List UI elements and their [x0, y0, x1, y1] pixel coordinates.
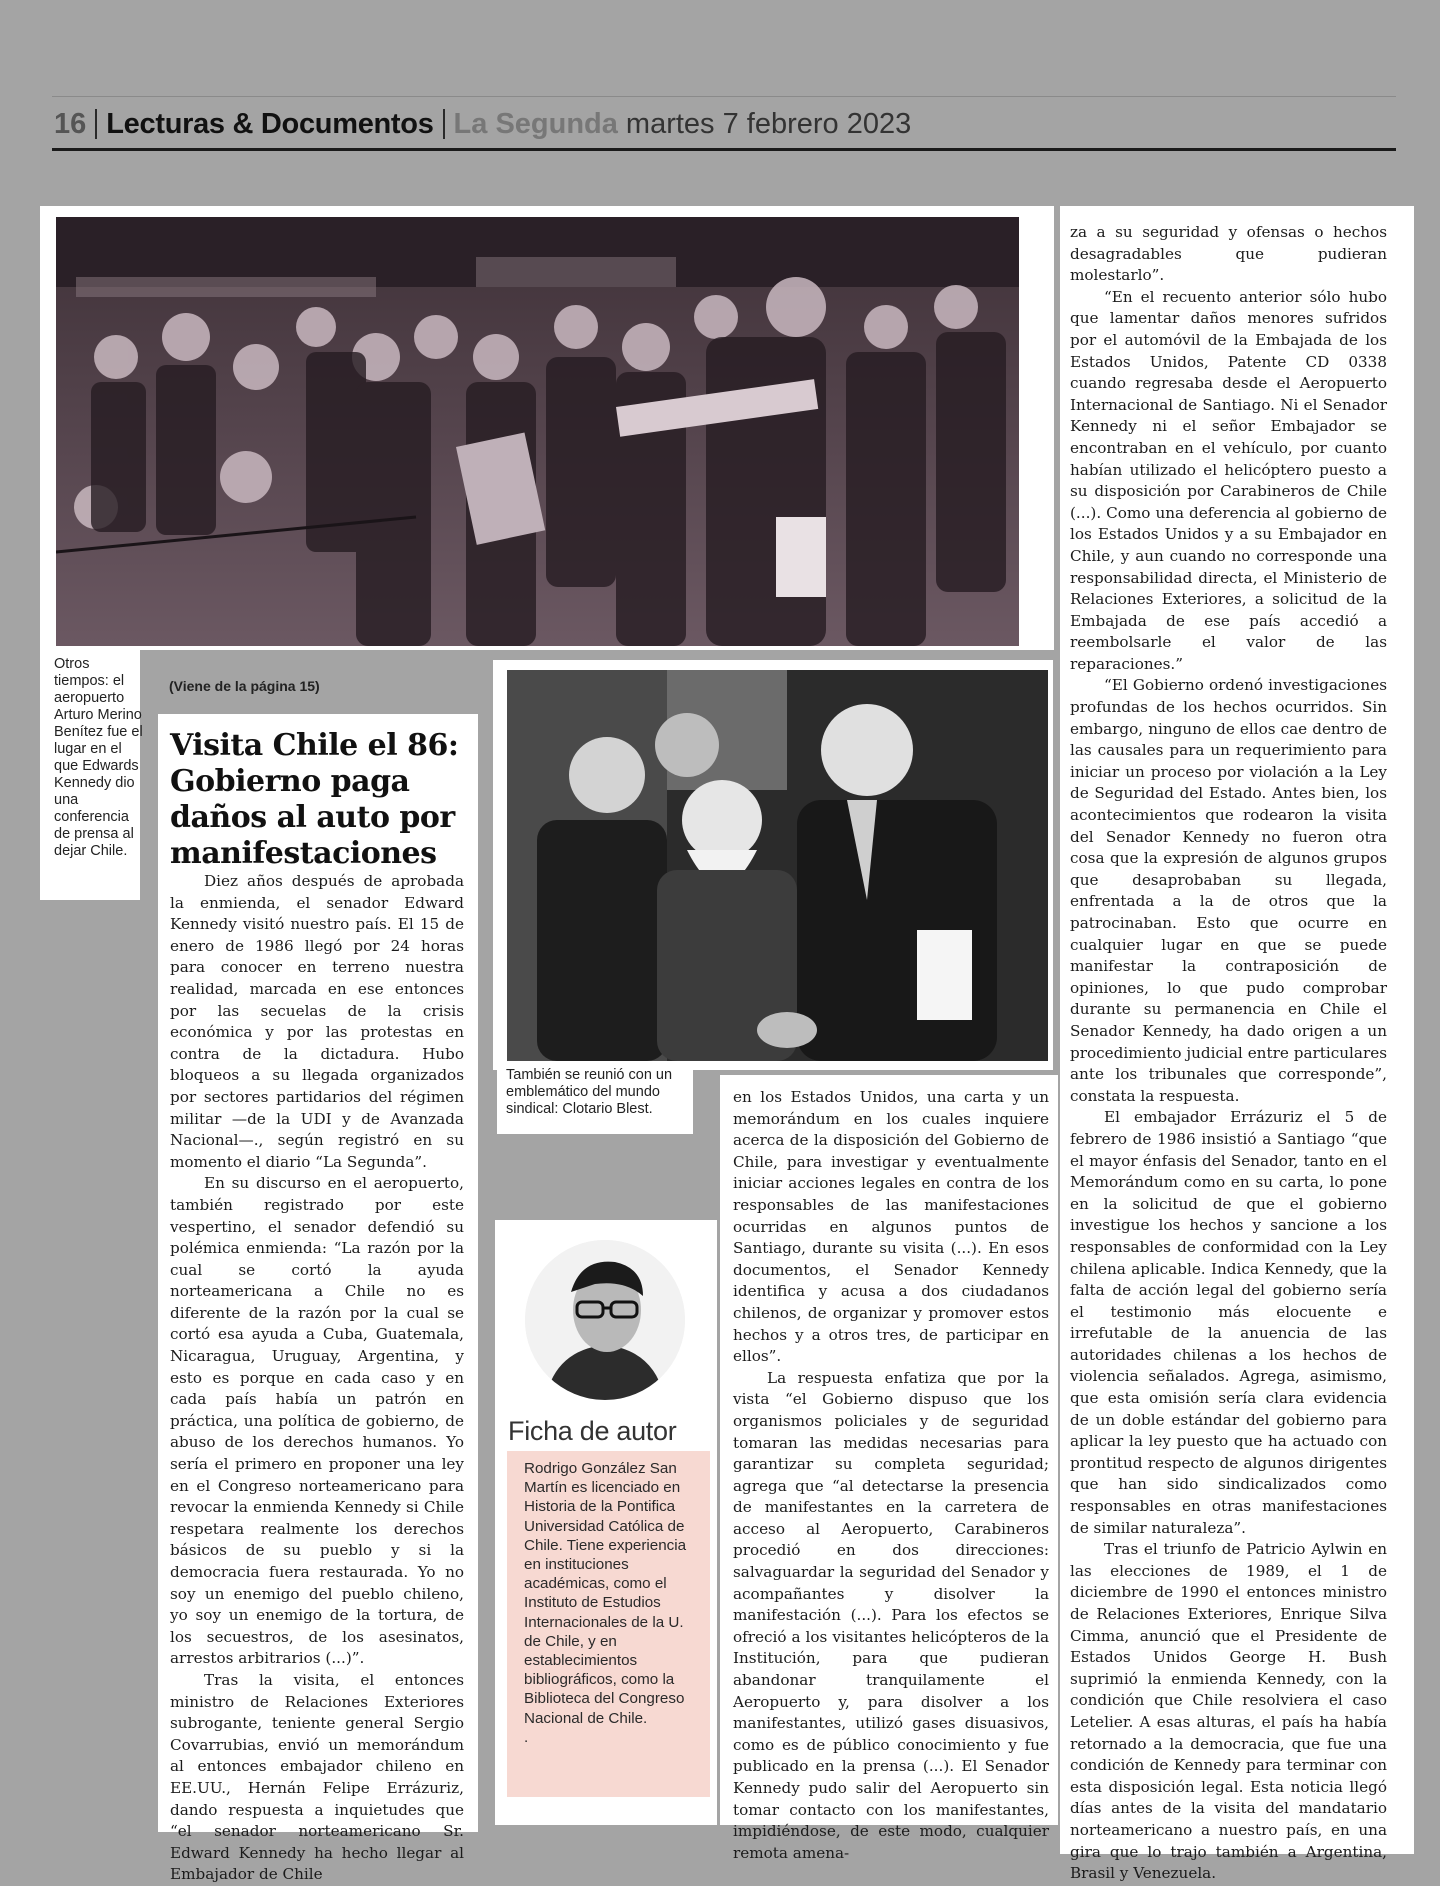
photo-2-caption: También se reunió con un emblemático del mundo sindical: Clotario Blest.: [506, 1067, 673, 1117]
article-column-1: [170, 871, 464, 1886]
article-paragraph: Tras la visita, el entonces ministro de Relaciones Exteriores subrogante, teniente general Sergio Covarrubias, envió un memorándum al entonces embajador chileno en EE.UU., Hernán Felipe Errázuriz, dando respuesta a inquietudes que “el senador norteamericano Sr. Edward Kennedy ha hecho llegar al Embajador de Chile: [170, 1670, 464, 1884]
article-headline: Visita Chile el 86: Gobierno paga daños al auto por manifestaciones: [170, 728, 459, 871]
author-box-title: Ficha de autor: [508, 1416, 677, 1446]
masthead: [54, 104, 911, 144]
article-paragraph: “En el recuento anterior sólo hubo que lamentar daños menores sufridos por el automóvil de la Embajada de los Estados Unidos, Patente CD 0338 cuando regresaba desde el Aeropuerto Internacional de Santiago. Ni el Senador Kennedy ni el señor Embajador se encontraban en el vehículo, por cuanto habían utilizado el helicóptero puesto a su disposición por Carabineros de Chile (...). Como una deferencia al gobierno de los Estados Unidos y a su Embajador en Chile, y aun cuando no corresponde una responsabilidad directa, el Ministerio de Relaciones Exteriores, a solicitud de la Embajada de ese país accedió a reembolsarle el valor de las reparaciones.”: [1070, 287, 1387, 673]
header-bottom-rule: [52, 148, 1396, 151]
article-paragraph: Diez años después de aprobada la enmienda, el senador Edward Kennedy visitó nuestro país. El 15 de enero de 1986 llegó por 24 horas para conocer en terreno nuestra realidad, marcada en ese entonces por las secuelas de la crisis económica y por las protestas en contra de la dictadura. Hubo bloqueos a su llegada organizados por sectores partidarios del régimen militar —de la UDI y de Avanzada Nacional—., según registró en su momento el diario “La Segunda”.: [170, 872, 464, 1171]
clotario-blest-photo: [507, 670, 1048, 1061]
author-bio-text: Rodrigo González San Martín es licenciado en Historia de la Pontifica Universidad Católica de Chile. Tiene experiencia en instituciones académicas, como el Instituto de Estudios Internacionales de la U. de Chile, y en establecimientos bibliográficos, como la Biblioteca del Congreso Nacional de Chile.: [524, 1460, 687, 1727]
publication-name: La Segunda: [453, 107, 618, 140]
author-portrait-illustration: [525, 1240, 685, 1400]
article-paragraph: El embajador Errázuriz el 5 de febrero de 1986 insistió a Santiago “que el mayor énfasis del Senador, tanto en el Memorándum como en su carta, lo pone en la solicitud de que el gobierno investigue los hechos y sancione a los responsables de conformidad con la Ley chilena aplicable. Indica Kennedy, que la falta de acción legal del gobierno sería el testimonio más elocuente e irrefutable de la anuencia de las autoridades chilenas a los hechos de violencia señalados. Agrega, asimismo, que esta omisión sería clara evidencia de un doble estándar del gobierno para aplicar la ley puesto que ha actuado con prontitud respecto de algunos dirigentes que han sido sindicalizados como responsables en otras manifestaciones de similar naturaleza”.: [1070, 1108, 1387, 1537]
article-column-4: [1070, 222, 1387, 1885]
page-number: 16: [54, 107, 87, 140]
author-portrait: [525, 1240, 685, 1400]
airport-photo-illustration: [56, 217, 1019, 646]
article-paragraph: “El Gobierno ordenó investigaciones profundas de los hechos ocurridos. Sin embargo, ninguno de ellos cae dentro de las causales para un requerimiento para iniciar un proceso por violación a la Ley de Seguridad del Estado. Antes bien, los acontecimientos que rodearon la visita del Senador Kennedy no fueron otra cosa que la expresión de algunos grupos que desaprobaban su llegada, enfrentada a la de otros que la patrocinaban. Esto que ocurre en cualquier lugar en que se puede manifestar la contraposición de opiniones, lo que pudo comprobar durante su permanencia en Chile el Senador Kennedy, ha dado origen a un procedimiento judicial entre particulares ante los tribunales que corresponde”, constata la respuesta.: [1070, 676, 1387, 1105]
author-bio: [507, 1451, 710, 1797]
masthead-divider: [95, 109, 97, 139]
publication-date: martes 7 febrero 2023: [625, 107, 912, 140]
article-paragraph: Tras el triunfo de Patricio Aylwin en las elecciones de 1989, el 1 de diciembre de 1990 el entonces ministro de Relaciones Exteriores, Enrique Silva Cimma, anunció que el Presidente de Estados Unidos George H. Bush suprimió la enmienda Kennedy, con la condición que Chile resolviera el caso Letelier. A esas alturas, el país ha había retornado a la democracia, que fue una condición de Kennedy para terminar con esta disposición legal. Esta noticia llegó días antes de la visita del mandatario norteamericano a nuestro país, en una gira que lo trajo también a Argentina, Brasil y Venezuela.: [1070, 1540, 1387, 1883]
airport-press-conference-photo: [56, 217, 1019, 646]
section-title: Lecturas & Documentos: [106, 107, 434, 140]
continued-from-label: (Viene de la página 15): [169, 678, 320, 694]
article-column-3: [733, 1087, 1049, 1864]
article-paragraph: en los Estados Unidos, una carta y un memorándum en los cuales inquiere acerca de la disposición del Gobierno de Chile, para investigar y eventualmente iniciar acciones legales en contra de los responsables de las manifestaciones ocurridas en algunos puntos de Santiago, durante su visita (...). En esos documentos, el Senador Kennedy identifica y acusa a dos ciudadanos chilenos, de organizar y promover estos hechos y a otros tres, de participar en ellos”.: [733, 1088, 1049, 1366]
header-top-rule: [52, 96, 1396, 97]
article-paragraph: La respuesta enfatiza que por la vista “el Gobierno dispuso que los organismos policiales y de seguridad tomaran las medidas necesarias para garantizar su completa seguridad; agrega que “al detectarse la presencia de manifestantes en la carretera de acceso al Aeropuerto, Carabineros procedió en dos direcciones: salvaguardar la seguridad del Senador y acompañantes y disolver la manifestación (...). Para los efectos se ofreció a los visitantes helicópteros de la Institución, para que pudieran abandonar tranquilamente el Aeropuerto y, para disolver a los manifestantes, utilizó gases disuasivos, como es de público conocimiento y fue publicado en la prensa (...). El Senador Kennedy pudo salir del Aeropuerto sin tomar contacto con los manifestantes, impidiéndose, de este modo, cualquier remota amena-: [733, 1368, 1049, 1862]
author-bio-trailing-mark: .: [524, 1728, 529, 1746]
masthead-divider: [443, 109, 445, 139]
article-paragraph: En su discurso en el aeropuerto, también registrado por este vespertino, el senador defendió su polémica enmienda: “La razón por la cual se cortó la ayuda norteamericana a Chile no es diferente de la razón por la cual se cortó esa ayuda a Cuba, Guatemala, Nicaragua, Uruguay, Argentina, y esto es porque en cada caso y en cada país había un patrón en práctica, una política de gobierno, de abuso de los derechos humanos. Yo sería el primero en proponer una ley en el Congreso norteamericano para revocar la enmienda Kennedy si Chile respetara realmente los derechos básicos de su pueblo y si la democracia fuera restaurada. Yo no soy un enemigo del pueblo chileno, yo soy un enemigo de la tortura, de los secuestros, de los asesinatos, arrestos arbitrarios (...)”.: [170, 1174, 464, 1668]
page-header: [52, 96, 1396, 152]
photo-1-caption: Otros tiempos: el aeropuerto Arturo Merino Benítez fue el lugar en el que Edwards Kennedy dio una conferencia de prensa al dejar Chile.: [54, 656, 143, 859]
article-paragraph: za a su seguridad y ofensas o hechos desagradables que pudieran molestarlo”.: [1070, 223, 1387, 285]
clotario-blest-photo-illustration: [507, 670, 1048, 1061]
